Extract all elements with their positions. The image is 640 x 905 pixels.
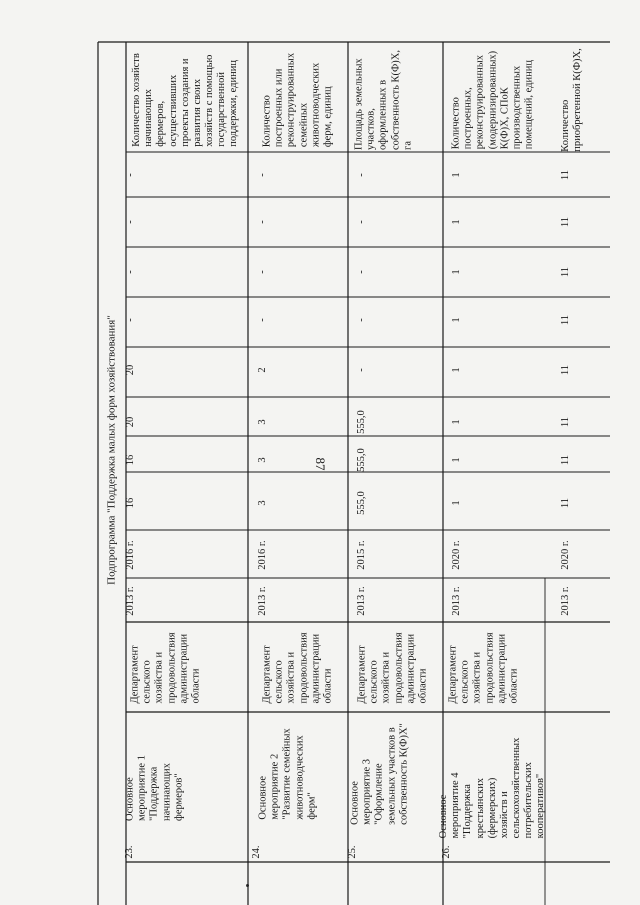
row-25-value-8: - [355,173,367,177]
row-24-value-6: - [256,270,268,274]
row-24-value-2: 3 [256,457,268,463]
row-26b-value-3: 11 [559,416,571,428]
row-24-indicator: Количество построенных или реконструированных семейных животноводческих ферм, единиц [261,52,334,148]
row-26b-value-7: 11 [559,216,571,228]
row-26b-indicator: Количество приобретенной К(Ф)Х, [559,48,583,152]
row-24-start: 2013 г. [256,586,268,616]
row-26-executor: Департамент сельского хозяйства и продовольствия администрации области [447,632,520,704]
row-23-value-3: 20 [124,416,136,428]
row-25-indicator: Площадь земельных участков, оформленных в собственность К(Ф)Х, га [353,50,414,150]
row-26b-value-2: 11 [559,454,571,466]
row-25-num: 25. [346,845,358,859]
row-26b-start: 2013 г. [559,586,571,616]
row-25-value-2: 555,0 [355,448,367,472]
row-26b-end: 2020 г. [559,540,571,570]
subprogram-title: Подпрограмма "Поддержка малых форм хозяйствования" [105,315,118,585]
row-23-start: 2013 г. [124,586,136,616]
row-26-value-7: 1 [450,219,462,225]
row-23-name: Основное мероприятие 1 "Поддержка начинающих фермеров" [124,755,185,821]
row-26-start: 2013 г. [450,586,462,616]
row-26b-value-8: 11 [559,169,571,181]
row-26b-value-1: 11 [559,497,571,509]
row-26-value-2: 1 [450,457,462,463]
row-23-value-7: - [124,220,136,224]
row-23-executor: Департамент сельского хозяйства и продовольствия администрации области [129,632,202,704]
row-24-executor: Департамент сельского хозяйства и продовольствия администрации области [261,632,334,704]
row-24-num: 24. [250,845,262,859]
row-25-value-5: - [355,318,367,322]
row-25-start: 2013 г. [355,586,367,616]
row-26b-value-6: 11 [559,266,571,278]
row-25-value-4: - [355,368,367,372]
row-24-value-5: - [256,318,268,322]
row-24-value-4: 2 [256,367,268,373]
row-24-value-1: 3 [256,500,268,506]
row-26-value-5: 1 [450,317,462,323]
row-26-value-6: 1 [450,269,462,275]
row-24-name: Основное мероприятие 2 "Развитие семейных животноводческих ферм" [257,728,318,820]
row-23-end: 2016 г. [124,540,136,570]
row-26-indicator: Количество построенных, реконструированных (модернизированных) К(Ф)Х, СПоК производственных помещений, единиц [450,50,535,150]
row-26-name: Основное мероприятие 4 "Поддержка крестьянских (фермерских) хозяйств и сельскохозяйственных потребительских кооперативов" [438,737,547,839]
row-25-value-6: - [355,270,367,274]
row-24-end: 2016 г. [256,540,268,570]
row-23-value-8: - [124,173,136,177]
row-26-end: 2020 г. [450,540,462,570]
row-23-value-4: 20 [124,364,136,376]
page-number: 87 [313,457,328,471]
row-26b-value-4: 11 [559,364,571,376]
row-25-value-7: - [355,220,367,224]
row-26-value-1: 1 [450,500,462,506]
row-26-value-4: 1 [450,367,462,373]
row-23-value-6: - [124,270,136,274]
row-24-value-3: 3 [256,419,268,425]
row-26b-value-5: 11 [559,314,571,326]
row-25-value-1: 555,0 [355,491,367,515]
row-23-num: 23. [123,845,135,859]
row-23-value-2: 16 [124,454,136,466]
row-26-value-3: 1 [450,419,462,425]
row-23-value-1: 16 [124,497,136,509]
row-25-name: Основное мероприятие 3 "Оформление земельных участков в собственность К(Ф)Х" [349,723,410,825]
row-24-value-8: - [256,173,268,177]
row-23-indicator: Количество хозяйств начинающих фермеров, осуществивших проекты создания и развития своих хозяйств с помощью государственной поддержки, единиц [131,53,240,147]
row-26-value-8: 1 [450,172,462,178]
row-24-value-7: - [256,220,268,224]
row-23-value-5: - [124,318,136,322]
row-25-value-3: 555,0 [355,410,367,434]
row-26-num: 26. [440,845,452,859]
row-25-end: 2015 г. [355,540,367,570]
row-25-executor: Департамент сельского хозяйства и продовольствия администрации области [356,632,429,704]
